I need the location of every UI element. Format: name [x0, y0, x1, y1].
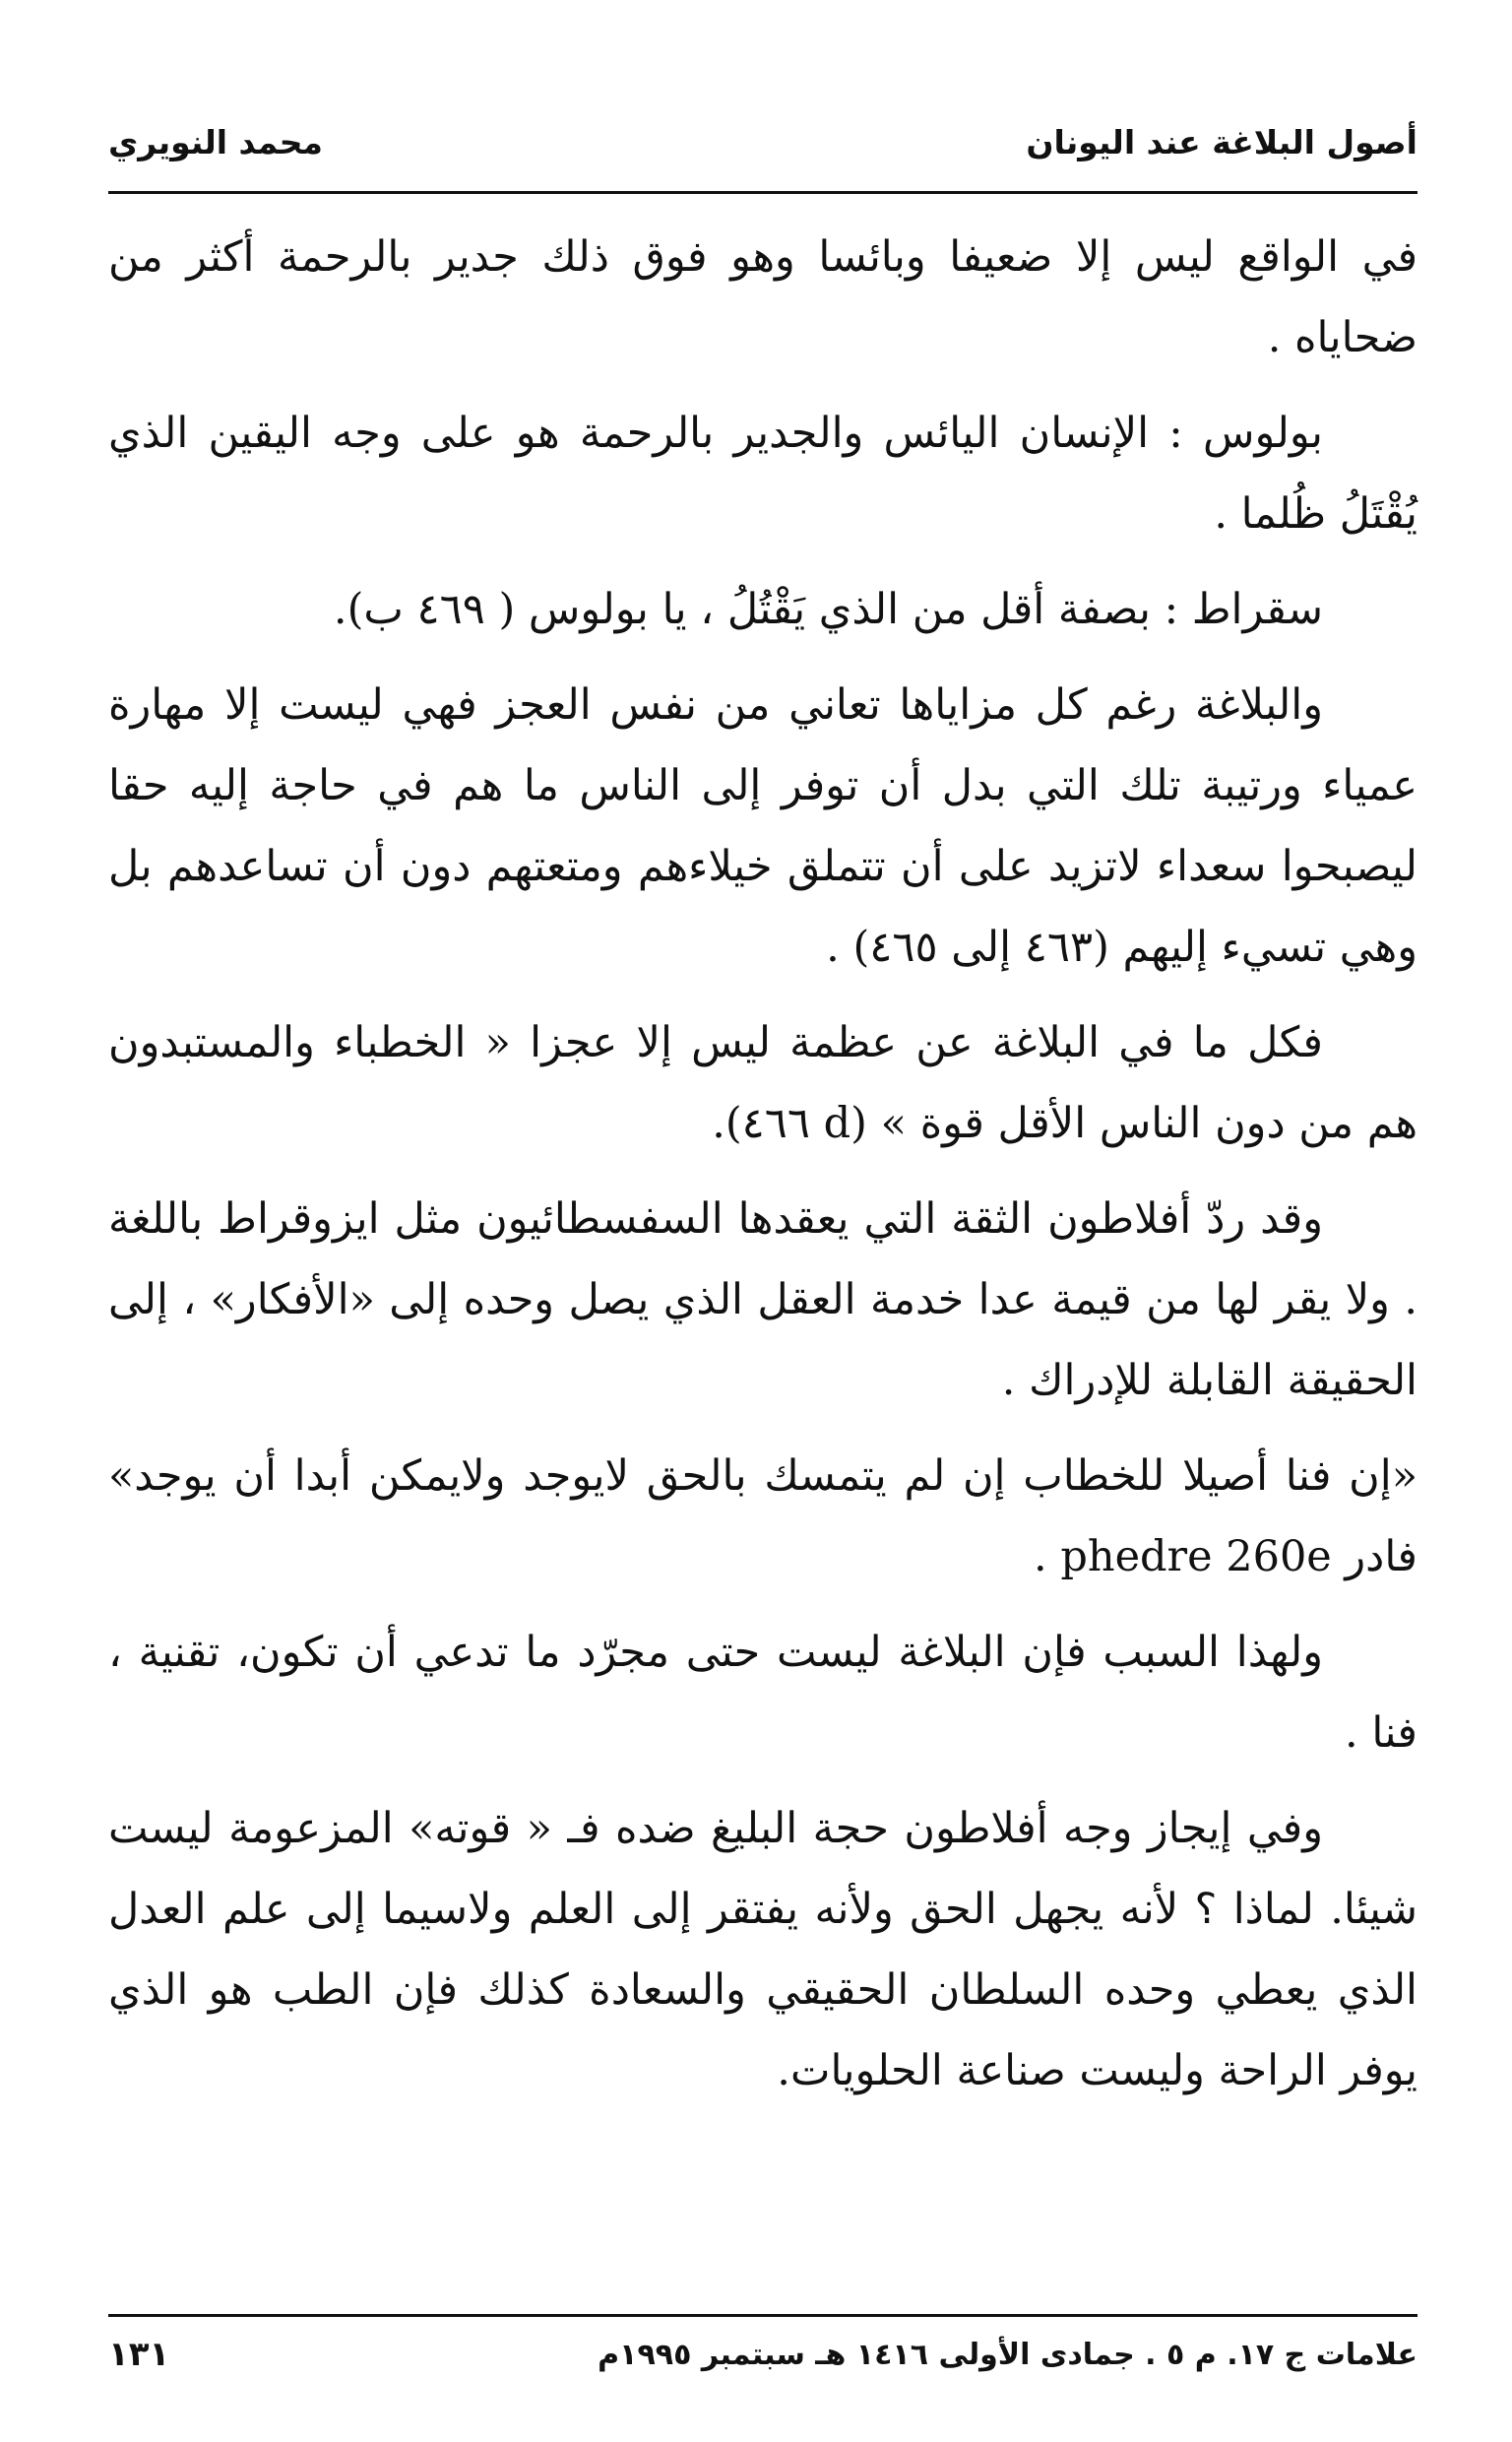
- paragraph: بولوس : الإنسان اليائس والجدير بالرحمة هو على وجه اليقين الذي يُقْتَلُ ظُلما .: [108, 409, 1418, 539]
- book-title: أصول البلاغة عند اليونان: [1026, 122, 1418, 161]
- paragraph: وفي إيجاز وجه أفلاطون حجة البليغ ضده فـ « قوته» المزعومة ليست شيئا. لماذا ؟ لأنه يجهل الحق ولأنه يفتقر إلى العلم ولاسيما إلى علم العدل الذي يعطي وحده السلطان الحقيقي والسعادة كذلك فإن الطب هو الذي يوفر الراحة وليست صناعة الحلويات.: [108, 1804, 1418, 2095]
- author-name: محمد النويري: [108, 122, 323, 161]
- footer-divider: [108, 2314, 1418, 2317]
- page-number: ١٣١: [108, 2335, 170, 2374]
- header-divider: [108, 191, 1418, 194]
- journal-info: علامات ج ١٧. م ٥ . جمادى الأولى ١٤١٦ هـ سبتمبر ١٩٩٥م: [598, 2337, 1418, 2372]
- paragraph: في الواقع ليس إلا ضعيفا وبائسا وهو فوق ذلك جدير بالرحمة أكثر من ضحاياه .: [108, 232, 1418, 362]
- document-page: [108, 108, 1418, 2393]
- body-text: [108, 217, 1418, 2126]
- running-header: [108, 108, 1418, 175]
- paragraph: «إن فنا أصيلا للخطاب إن لم يتمسك بالحق لايوجد ولايمكن أبدا أن يوجد» فادر phedre 260e .: [108, 1451, 1418, 1581]
- paragraph: فكل ما في البلاغة عن عظمة ليس إلا عجزا « الخطباء والمستبدون هم من دون الناس الأقل قوة » (d ٤٦٦).: [108, 1018, 1418, 1148]
- paragraph: سقراط : بصفة أقل من الذي يَقْتُلُ ، يا بولوس ( ٤٦٩ ب).: [333, 585, 1323, 634]
- running-footer: [108, 2330, 1418, 2379]
- paragraph: والبلاغة رغم كل مزاياها تعاني من نفس العجز فهي ليست إلا مهارة عمياء ورتيبة تلك التي بدل أن توفر إلى الناس ما هم في حاجة إليه حقا ليصبحوا سعداء لاتزيد على أن تتملق خيلاءهم ومتعتهم دون أن تساعدهم بل وهي تسيء إليهم (٤٦٣ إلى ٤٦٥) .: [108, 680, 1418, 972]
- paragraph: وقد ردّ أفلاطون الثقة التي يعقدها السفسطائيون مثل ايزوقراط باللغة . ولا يقر لها من قيمة عدا خدمة العقل الذي يصل وحده إلى «الأفكار» ، إلى الحقيقة القابلة للإدراك .: [108, 1194, 1418, 1405]
- paragraph: ولهذا السبب فإن البلاغة ليست حتى مجرّد ما تدعي أن تكون، تقنية ، فنا .: [108, 1628, 1418, 1758]
